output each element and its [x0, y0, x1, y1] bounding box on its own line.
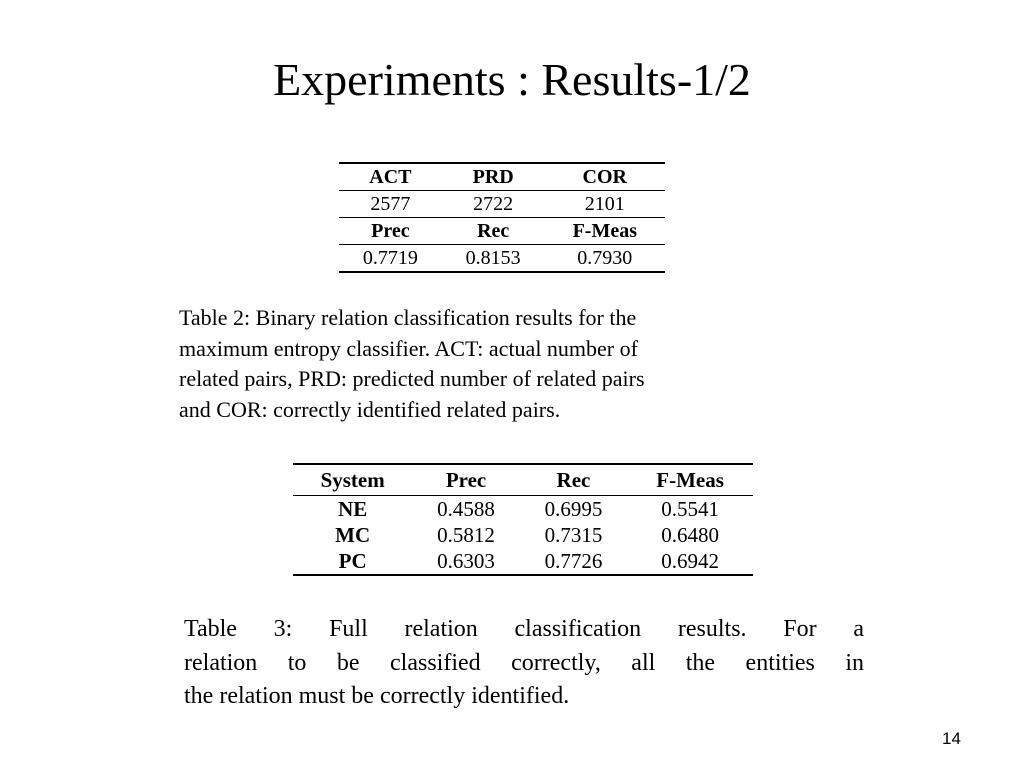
table-cell: 0.7930 — [545, 245, 665, 273]
caption-line: maximum entropy classifier. ACT: actual number of — [179, 335, 638, 361]
table-cell: 0.6303 — [412, 548, 519, 575]
table-cell: 0.6995 — [544, 497, 603, 521]
table-header-row — [293, 464, 753, 496]
caption-line: related pairs, PRD: predicted number of related pairs — [179, 366, 645, 391]
column-header: ACT — [339, 163, 442, 191]
table-cell: 2577 — [339, 191, 442, 218]
table-header-row — [339, 218, 665, 245]
table-cell: 0.5812 — [437, 523, 495, 547]
caption-line: Table 2: Binary relation classification results for the — [179, 305, 637, 330]
caption-line: relation to be classified correctly, all the entities in — [184, 649, 864, 676]
table-header-row — [339, 163, 665, 191]
table-cell: 0.7315 — [544, 523, 603, 547]
table-row — [293, 548, 753, 575]
page-number: 14 — [942, 729, 961, 748]
caption-line: the relation must be correctly identified. — [184, 683, 570, 709]
table-cell: 0.4588 — [437, 497, 495, 521]
table-cell: 0.5541 — [661, 497, 719, 521]
table-row — [339, 245, 665, 273]
column-header: Rec — [442, 218, 545, 245]
system-cell: PC — [293, 548, 412, 575]
system-cell: MC — [335, 523, 371, 547]
column-header: Rec — [520, 464, 627, 496]
full-results-table — [293, 463, 753, 576]
table-row — [293, 496, 753, 523]
table-cell: 2722 — [442, 191, 545, 218]
caption-line: and COR: correctly identified related pairs. — [179, 396, 561, 422]
column-header: F-Meas — [627, 464, 753, 496]
table-cell: 2101 — [545, 191, 665, 218]
table-row — [339, 191, 665, 218]
column-header: F-Meas — [545, 218, 665, 245]
binary-results-table — [339, 162, 665, 273]
system-cell: NE — [338, 497, 368, 521]
table-3-caption — [184, 613, 864, 714]
column-header: Prec — [339, 218, 442, 245]
table-cell: 0.6480 — [661, 523, 719, 547]
table-cell: 0.8153 — [442, 245, 545, 273]
column-header: System — [293, 464, 412, 496]
column-header: COR — [545, 163, 665, 191]
column-header: PRD — [442, 163, 545, 191]
table-cell: 0.7726 — [520, 548, 627, 575]
table-2-caption — [179, 303, 839, 425]
slide-title: Experiments : Results-1/2 — [273, 54, 751, 105]
table-cell: 0.7719 — [339, 245, 442, 273]
caption-line: Table 3: Full relation classification results. For a — [184, 616, 864, 642]
table-cell: 0.6942 — [627, 548, 753, 575]
table-row — [293, 522, 753, 548]
column-header: Prec — [412, 464, 519, 496]
